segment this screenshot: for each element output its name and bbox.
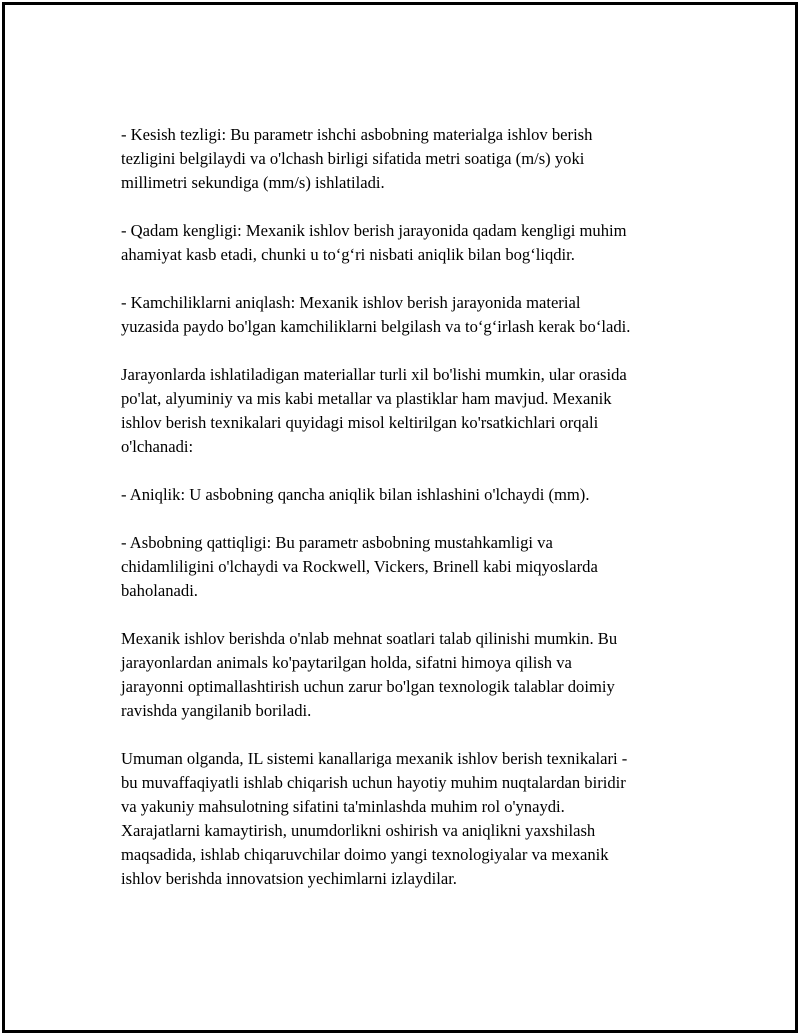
document-body — [121, 123, 701, 891]
paragraph-materials: Jarayonlarda ishlatiladigan materiallar turli xil bo'lishi mumkin, ular orasida po'lat, alyuminiy va mis kabi metallar va plastiklar ham mavjud. Mexanik ishlov berish texnikalari quyidagi misol keltirilgan ko'rsatkichlari orqali o'lchanadi: — [121, 365, 627, 456]
paragraph-accuracy: - Aniqlik: U asbobning qancha aniqlik bilan ishlashini o'lchaydi (mm). — [121, 485, 590, 504]
paragraph-cutting-speed: - Kesish tezligi: Bu parametr ishchi asbobning materialga ishlov berish tezligini belgilaydi va o'lchash birligi sifatida metri soatiga (m/s) yoki millimetri sekundiga (mm/s) ishlatiladi. — [121, 125, 593, 192]
paragraph-conclusion: Umuman olganda, IL sistemi kanallariga mexanik ishlov berish texnikalari - bu muvaffaqiyatli ishlab chiqarish uchun hayotiy muhim nuqtalardan biridir va yakuniy mahsulotning sifatini ta'minlashda muhim rol o'ynaydi. Xarajatlarni kamaytirish, unumdorlikni oshirish va aniqlikni yaxshilash maqsadida, ishlab chiqaruvchilar doimo yangi texnologiyalar va mexanik ishlov berishda innovatsion yechimlarni izlaydilar. — [121, 749, 628, 888]
paragraph-tool-hardness: - Asbobning qattiqligi: Bu parametr asbobning mustahkamligi va chidamliligini o'lchaydi va Rockwell, Vickers, Brinell kabi miqyoslarda baholanadi. — [121, 533, 598, 600]
paragraph-defect-detection: - Kamchiliklarni aniqlash: Mexanik ishlov berish jarayonida material yuzasida paydo bo'lgan kamchiliklarni belgilash va to‘g‘irlash kerak bo‘ladi. — [121, 293, 631, 336]
page-frame — [2, 2, 798, 1033]
paragraph-step-width: - Qadam kengligi: Mexanik ishlov berish jarayonida qadam kengligi muhim ahamiyat kasb etadi, chunki u to‘g‘ri nisbati aniqlik bilan bog‘liqdir. — [121, 221, 627, 264]
paragraph-labor-hours: Mexanik ishlov berishda o'nlab mehnat soatlari talab qilinishi mumkin. Bu jarayonlardan animals ko'paytarilgan holda, sifatni himoya qilish va jarayonni optimallashtirish uchun zarur bo'lgan texnologik talablar doimiy ravishda yangilanib boriladi. — [121, 629, 618, 720]
